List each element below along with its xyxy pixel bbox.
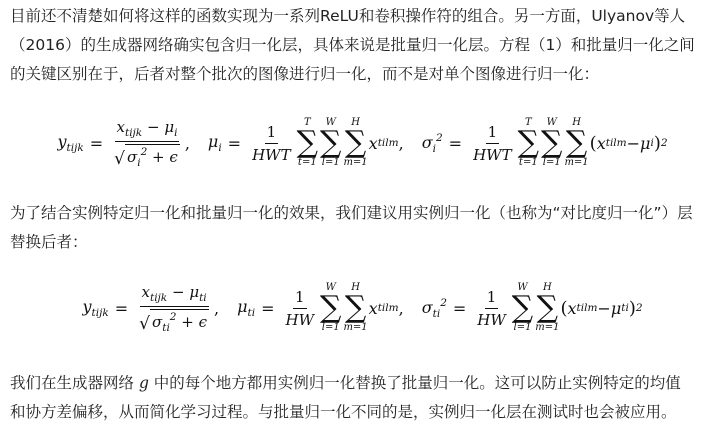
sum-symbol: H ∑ m=1: [343, 117, 368, 168]
variance-definition: $\sigma_{ti}^2$: [421, 296, 447, 320]
paragraph-line: 目前还不清楚如何将这样的函数实现为一系列ReLU和卷积操作符的组合。另一方面，Ulyanov等人: [10, 7, 686, 25]
paragraph-line: 的关键区别在于，后者对整个批次的图像进行归一化，而不是对单个图像进行归一化：: [10, 65, 600, 83]
instance-norm-equation: $y_{tijk}$ = $x_{tijk} - \mu_{ti}$ √ $\sigma_{ti}^2 + \epsilon$ , $\mu_{ti}$ = $\frac{1}{HW}$ W ∑ l=1 H ∑ m=1 x tilm , $\sigma_{ti}^2$ = $\frac{1}{HW}$ W ∑ l=1 H ∑ m=1 ( x tilm − μ ti ) 2: [82, 282, 643, 334]
sum-symbol: T ∑ t=1: [296, 117, 319, 168]
paragraph-line: 替换后者：: [10, 233, 88, 251]
paragraph-intro: [10, 2, 695, 89]
batch-norm-equation: $y_{tijk}$ = $x_{tijk} - \mu_i$ √ $\sigma_i^2 + \epsilon$ , $\mu_i$ = $\frac{1}{\text{HWT}}$ T ∑ t=1 W ∑ l=1 H ∑ m=1 x tilm , $\sigma_i^2$ = $\frac{1}{\text{HWT}}$ T ∑ t=1 W ∑ l=1 H ∑ m=1 ( x tilm − μ i ) 2: [57, 117, 668, 169]
variance-definition: $\sigma_i^2$: [421, 131, 443, 155]
eq-sign: =: [89, 133, 104, 153]
sum-symbol: W ∑ l=1: [320, 117, 342, 168]
variable-g: g: [138, 374, 149, 392]
mean-definition: $\mu_{ti}$: [237, 297, 256, 319]
paragraph-conclusion: [10, 369, 681, 427]
paragraph-proposal: [10, 199, 693, 257]
mean-definition: $\mu_i$: [207, 132, 222, 154]
paragraph-line: 为了结合实例特定归一化和批量归一化的效果，我们建议用实例归一化（也称为“对比度归一化”）层: [10, 204, 693, 222]
paragraph-line: （2016）的生成器网络确实包含归一化层，具体来说是批量归一化层。方程（1）和批量归一化之间: [10, 36, 695, 54]
normalized-fraction: $x_{tijk} - \mu_{ti}$ √ $\sigma_{ti}^2 + \epsilon$: [139, 282, 208, 334]
eq-lhs: $y_{tijk}$: [57, 132, 84, 154]
paragraph-line: 和协方差偏移，从而简化学习过程。与批量归一化不同的是，实例归一化层在测试时也会被应用。: [10, 403, 677, 421]
paragraph-line: 我们在生成器网络 g 中的每个地方都用实例归一化替换了批量归一化。这可以防止实例特定的均值: [10, 374, 681, 392]
normalized-fraction: $x_{tijk} - \mu_i$ √ $\sigma_i^2 + \epsilon$: [114, 117, 178, 169]
